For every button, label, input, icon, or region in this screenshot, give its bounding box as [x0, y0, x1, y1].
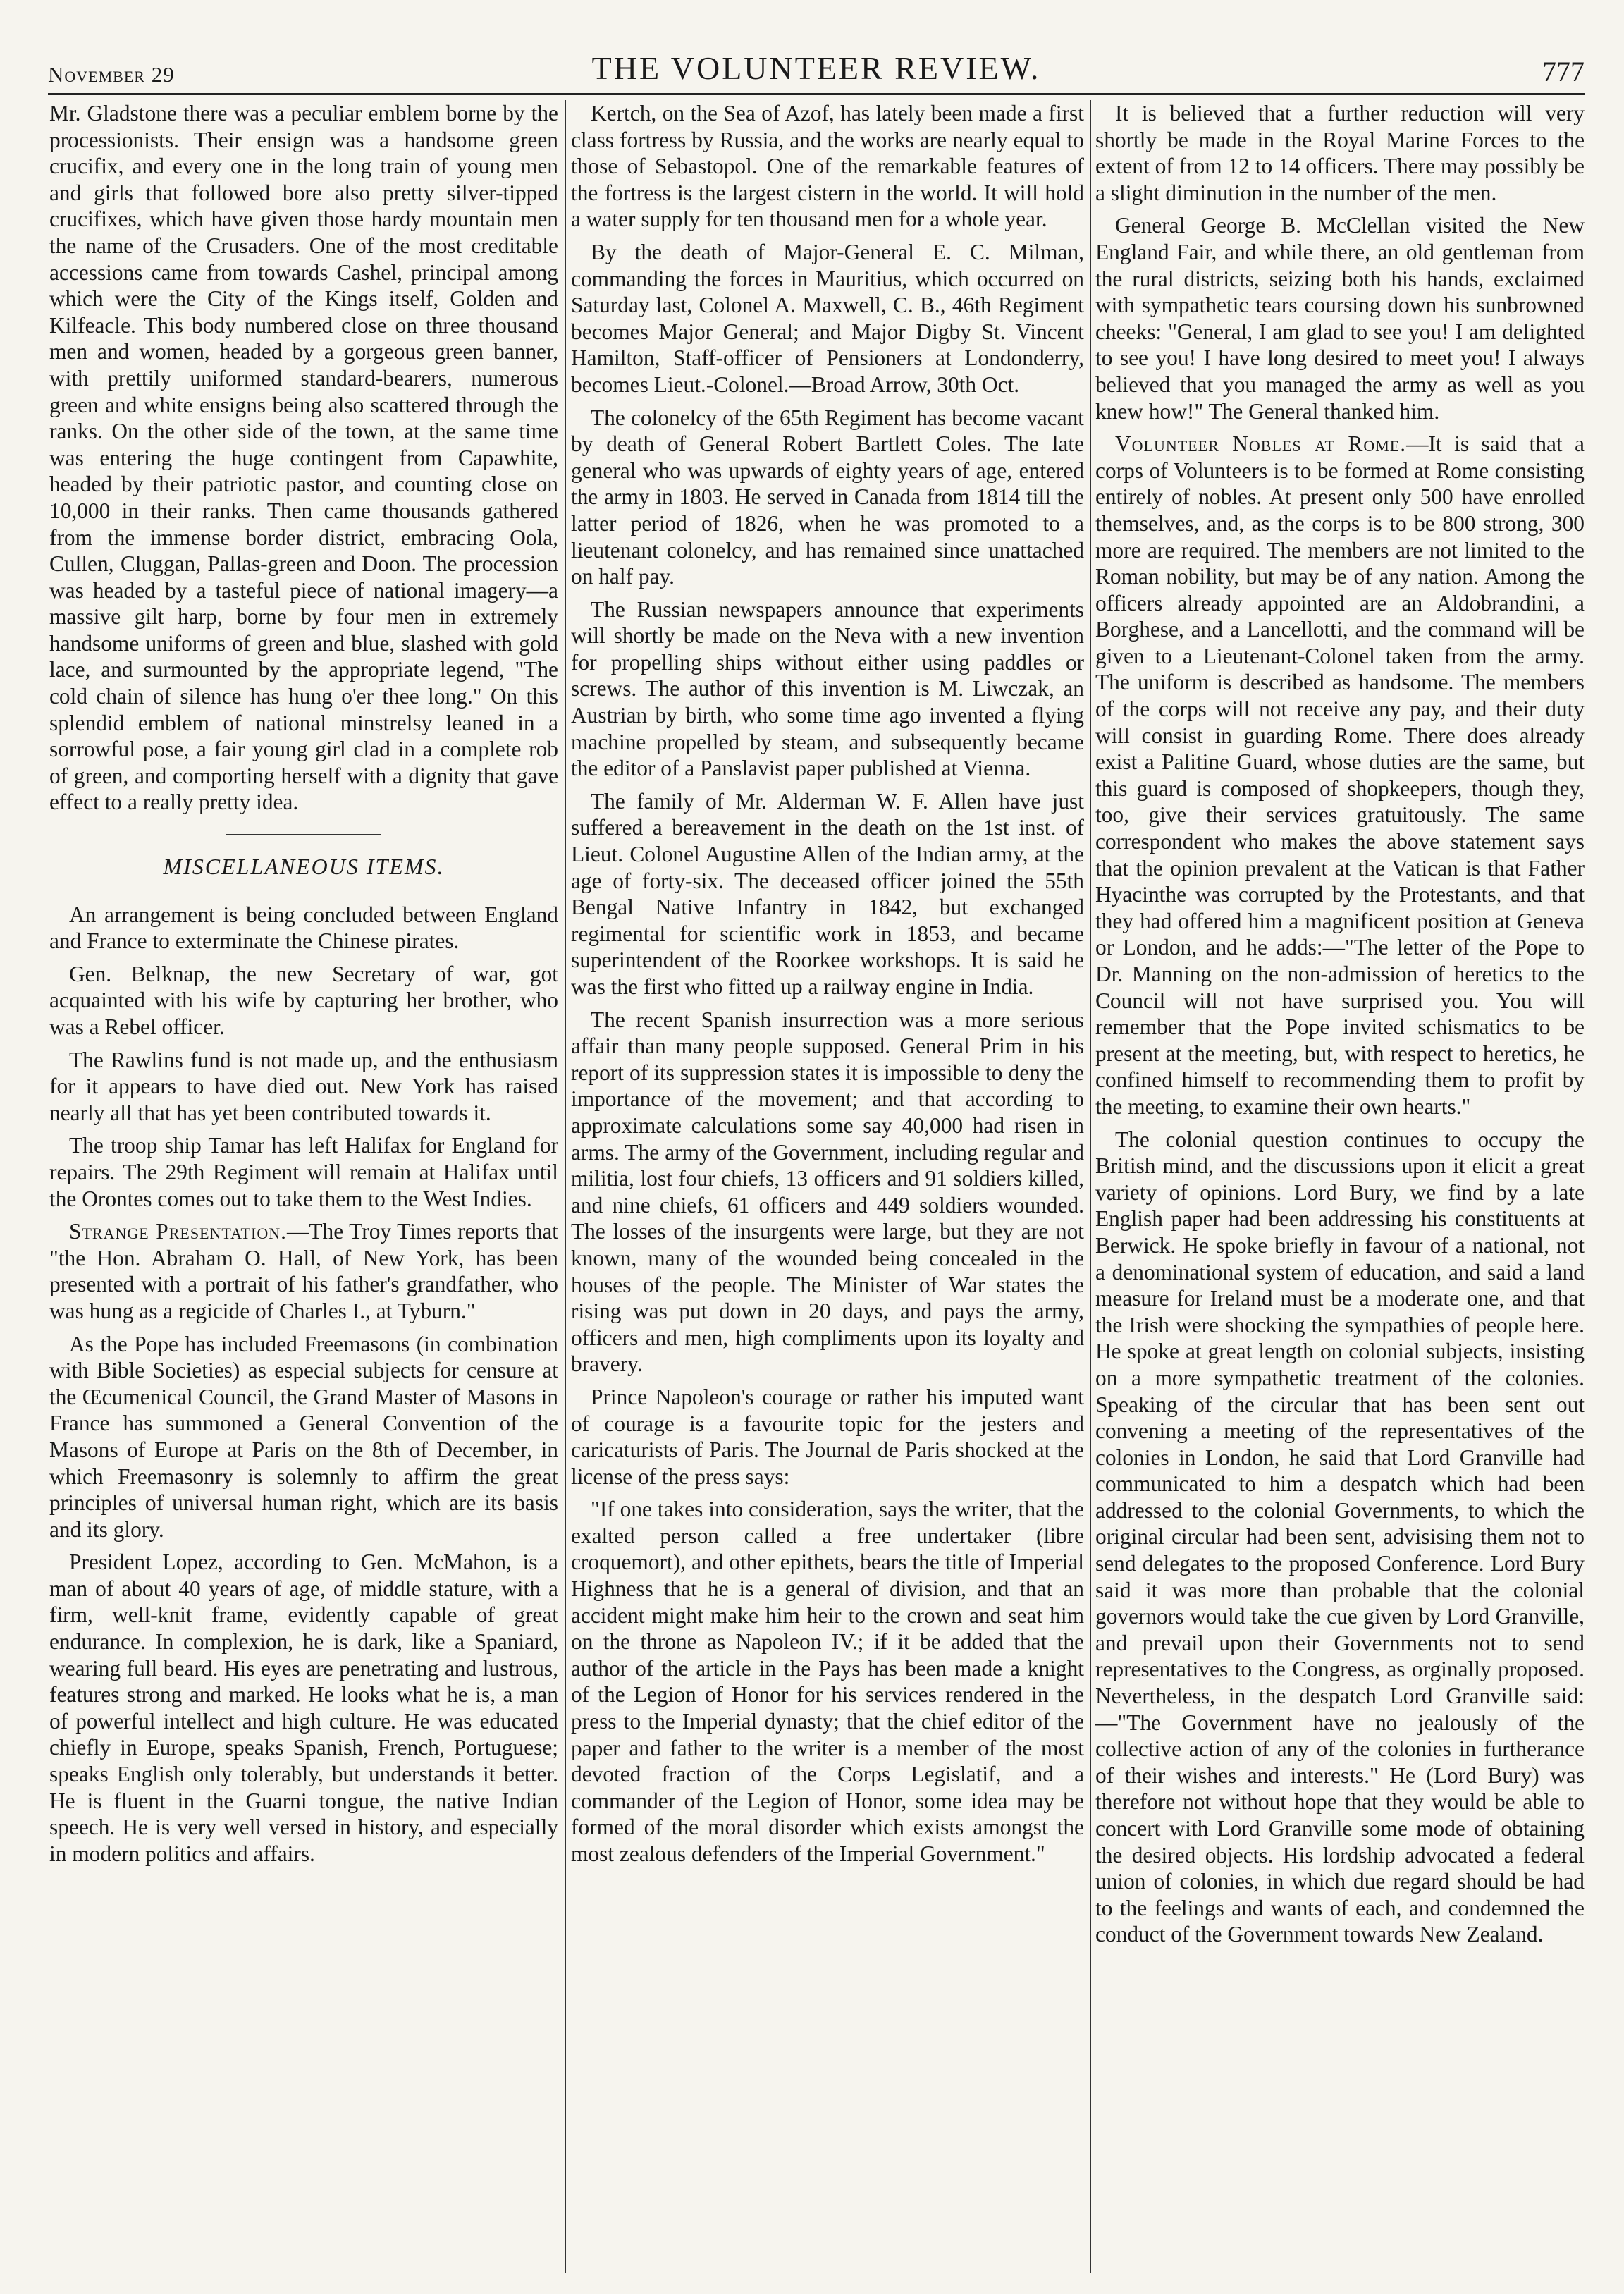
news-item: An arrangement is being concluded between England and France to exterminate the Chinese pirates.: [49, 902, 558, 954]
column-divider: [565, 100, 566, 2273]
news-item: General George B. McClellan visited the New England Fair, and while there, an old gentleman from the rural districts, seizing both his hands, exclaimed with sympathetic tears coursing down his sunbrowned cheeks: "General, I am glad to see you! I am delighted to see you! I have long desired to meet you! I always believed that you managed the army as well as you knew how!" The General thanked him.: [1095, 213, 1585, 424]
column-left: [49, 100, 558, 2273]
header-date: November 29: [48, 62, 175, 87]
news-item: The recent Spanish insurrection was a more serious affair than many people supposed. General Prim in his report of its suppression states it is impossible to deny the importance of the movement; and that according to approximate calculations some say 40,000 had risen in arms. The army of the Government, including regular and militia, lost four chiefs, 13 officers and 91 soldiers killed, and nine chiefs, 61 officers and 449 soldiers wounded. The losses of the insurgents were large, but they are not known, many of the wounded being concealed in the houses of the people. The Minister of War states the rising was put down in 20 days, and pays the army, officers and men, high compliments upon its loyalty and bravery.: [571, 1007, 1084, 1377]
news-item: The colonial question continues to occupy the British mind, and the discussions upon it elicit a great variety of opinions. Lord Bury, we find by a late English paper had been addressing his constituents at Berwick. He spoke briefly in favour of a national, not a denominational system of education, and said a land measure for Ireland must be a moderate one, and that the Irish were shocking the sympathies of people here. He spoke at great length on colonial subjects, insisting on a more sympathetic treatment of the colonies. Speaking of the circular that has been sent out convening a meeting of the representatives of the colonies in London, he said that Lord Granville had communicated to him a despatch which had been addressed to the colonial Governments, to which the original circular had been sent, advisising them not to send delegates to the proposed Conference. Lord Bury said it was more than probable that the colonial governors would take the cue given by Lord Granville, and prevail upon their Governments not to send representatives to the Congress, as orginally proposed. Nevertheless, in the despatch Lord Granville said:—"The Government have no jealously of the collective action of any of the colonies in furtherance of their wishes and interests." He (Lord Bury) was therefore not without hope that they would be able to concert with Lord Granville some mode of obtaining the desired objects. His lordship advocated a federal union of colonies, in which due regard should be had to the feelings and wants of each, and condemned the conduct of the Government towards New Zealand.: [1095, 1127, 1585, 1947]
news-item: Kertch, on the Sea of Azof, has lately been made a first class fortress by Russia, and the works are nearly equal to those of Sebastopol. One of the remarkable features of the fortress is the largest cistern in the world. It will hold a water supply for ten thousand men for a whole year.: [571, 101, 1084, 232]
section-rule: [226, 834, 381, 835]
news-item: As the Pope has included Freemasons (in combination with Bible Societies) as especial subjects for censure at the Œcumenical Council, the Grand Master of Masons in France has summoned a General Convention of the Masons of Europe at Paris on the 8th of December, in which Freemasonry is solemnly to affirm the great principles of universal human right, which are its basis and its glory.: [49, 1331, 558, 1542]
news-item: Gen. Belknap, the new Secretary of war, got acquainted with his wife by capturing her brother, who was a Rebel officer.: [49, 961, 558, 1039]
header-rule: [48, 93, 1585, 95]
item-body: —It is said that a corps of Volunteers is to be formed at Rome consisting entirely of nobles. At present only 500 have enrolled themselves, and, as the corps is to be 800 strong, 300 more are required. The members are not limited to the Roman nobility, but may be of any nation. Among the officers already appointed are an Aldobrandini, a Borghese, and a Lancellotti, and the command will be given to a Lieutenant-Colonel taken from the army. The uniform is described as handsome. The members of the corps will not receive any pay, and their duty will consist in guarding Rome. There does already exist a Palitine Guard, whose duties are the same, but this guard is composed of shopkeepers, though they, too, give their services gratuitously. The same correspondent who makes the above statement says that the opinion prevalent at the Vatican is that Father Hyacinthe was corrupted by the Protestants, and that they had offered him a magnificent position at Geneva or London, and he adds:—"The letter of the Pope to Dr. Manning on the non-admission of heretics to the Council will not have surprised you. You will remember that the Pope invited schismatics to be present at the meeting, but, with respect to heretics, he confined himself to recommending them to profit by the meeting, to examine their own hearts.": [1095, 431, 1585, 1119]
page-number: 777: [1542, 56, 1585, 87]
item-body: —The Troy Times reports that "the Hon. Abraham O. Hall, of New York, has been presented with a portrait of his father's grandfather, who was hung as a regicide of Charles I., at Tyburn.": [49, 1219, 558, 1323]
section-heading: MISCELLANEOUS ITEMS.: [163, 854, 445, 880]
news-item: The colonelcy of the 65th Regiment has become vacant by death of General Robert Bartlett Coles. The late general who was upwards of eighty years of age, entered the army in 1803. He served in Canada from 1814 till the latter period of 1826, when he was promoted to a lieutenant colonelcy, and has remained since unattached on half pay.: [571, 405, 1084, 589]
item-lead: Strange Presentation.: [69, 1219, 287, 1244]
article-paragraph: Mr. Gladstone there was a peculiar emblem borne by the processionists. Their ensign was a handsome green crucifix, and every one in the long train of young men and girls that followed bore also pretty silver-tipped crucifixes, which have given those hardy mountain men the name of the Crusaders. One of the most creditable accessions came from towards Cashel, principal among which were the City of the Kings itself, Golden and Kilfeacle. This body numbered close on three thousand men and women, headed by a gorgeous green banner, with prettily uniformed standard-bearers, numerous green and white ensigns being also scattered through the ranks. On the other side of the town, at the same time was entering the huge contingent from Capawhite, headed by their patriotic pastor, and counting close on 10,000 in their ranks. Then came thousands gathered from the immense border district, embracing Oola, Cullen, Cluggan, Pallas-green and Doon. The procession was headed by a tasteful piece of national imagery—a massive gilt harp, borne by four men in extremely handsome uniforms of green and blue, slashed with gold lace, and surmounted by the appropriate legend, "The cold chain of silence has hung o'er thee long." On this splendid emblem of national minstrelsy leaned in a sorrowful pose, a fair young girl clad in a complete rob of green, and comporting herself with a dignity that gave effect to a really pretty idea.: [49, 101, 558, 815]
column-right: [1095, 100, 1585, 2273]
news-item: "If one takes into consideration, says the writer, that the exalted person called a free undertaker (libre croquemort), and other epithets, bears the title of Imperial Highness that he is a general of division, and that an accident might make him heir to the crown and seat him on the throne as Napoleon IV.; if it be added that the author of the article in the Pays has been made a knight of the Legion of Honor for his services rendered in the press to the Imperial dynasty; that the chief editor of the paper and father to the writer is a member of the most devoted fraction of the Corps Legislatif, and a commander of the Legion of Honor, some idea may be formed of the moral disorder which exists amongst the most zealous defenders of the Imperial Government.": [571, 1497, 1084, 1866]
news-item: The Rawlins fund is not made up, and the enthusiasm for it appears to have died out. New York has raised nearly all that has yet been contributed towards it.: [49, 1047, 558, 1125]
news-item: [49, 1218, 558, 1324]
news-item: President Lopez, according to Gen. McMahon, is a man of about 40 years of age, of middle stature, with a firm, well-knit frame, evidently capable of great endurance. In complexion, he is dark, like a Spaniard, wearing full beard. His eyes are penetrating and lustrous, features strong and marked. He looks what he is, a man of powerful intellect and high culture. He was educated chiefly in Europe, speaks Spanish, French, Portuguese; speaks English only tolerably, but understands it better. He is fluent in the Guarni tongue, the native Indian speech. He is very well versed in history, and especially in modern politics and affairs.: [49, 1550, 558, 1866]
column-divider: [1090, 100, 1091, 2273]
news-item: The troop ship Tamar has left Halifax for England for repairs. The 29th Regiment will remain at Halifax until the Orontes comes out to take them to the West Indies.: [49, 1133, 558, 1211]
news-item: Prince Napoleon's courage or rather his imputed want of courage is a favourite topic for the jesters and caricaturists of Paris. The Journal de Paris shocked at the license of the press says:: [571, 1384, 1084, 1489]
news-item: [1095, 431, 1585, 1120]
publication-title: THE VOLUNTEER REVIEW.: [591, 50, 1041, 86]
news-item: The family of Mr. Alderman W. F. Allen have just suffered a bereavement in the death on the 1st inst. of Lieut. Colonel Augustine Allen of the Indian army, at the age of forty-six. The deceased officer joined the 55th Bengal Native Infantry in 1842, but exchanged regimental for scientific work in 1853, and became superintendent of the Roorkee workshops. It is said he was the first who fitted up a railway engine in India.: [571, 788, 1084, 999]
column-middle: [571, 100, 1084, 2273]
item-lead: Volunteer Nobles at Rome.: [1115, 431, 1407, 457]
news-item: It is believed that a further reduction will very shortly be made in the Royal Marine Forces to the extent of from 12 to 14 officers. There may possibly be a slight diminution in the number of the men.: [1095, 101, 1585, 205]
news-item: The Russian newspapers announce that experiments will shortly be made on the Neva with a new invention for propelling ships without either using paddles or screws. The author of this invention is M. Liwczak, an Austrian by birth, who some time ago invented a flying machine propelled by steam, and subsequently became the editor of a Panslavist paper published at Vienna.: [571, 596, 1084, 781]
news-item: By the death of Major-General E. C. Milman, commanding the forces in Mauritius, which occurred on Saturday last, Colonel A. Maxwell, C. B., 46th Regiment becomes Major General; and Major Digby St. Vincent Hamilton, Staff-officer of Pensioners at Londonderry, becomes Lieut.-Colonel.—Broad Arrow, 30th Oct.: [571, 239, 1084, 397]
page-header: [48, 28, 1585, 85]
